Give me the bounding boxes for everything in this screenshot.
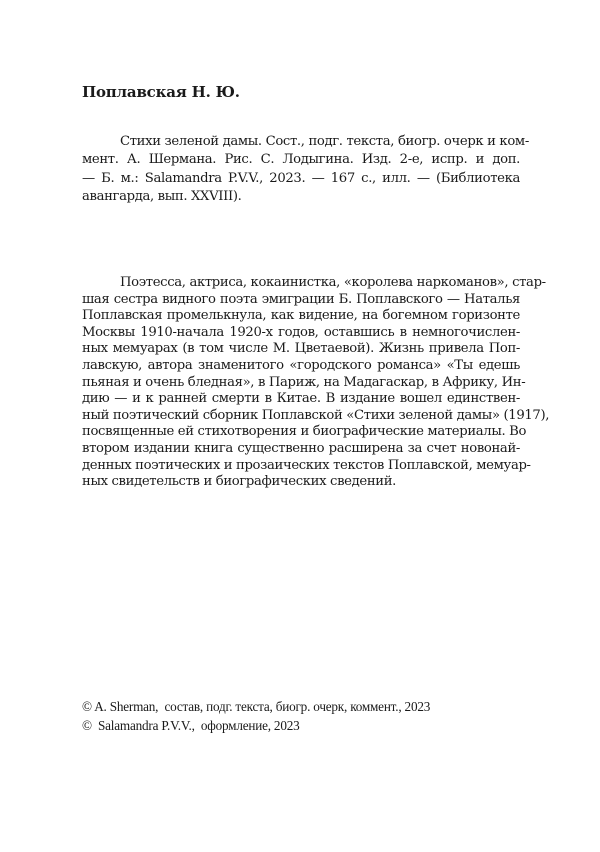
bibliographic-description: [82, 133, 529, 207]
annotation-line: ных мемуарах (в том числе М. Цветаевой). Жизнь привела Поп-: [82, 341, 520, 357]
bib-line: авангарда, вып. XXVIII).: [82, 189, 242, 205]
copyright-notice: [82, 698, 430, 735]
annotation-line: лавскую, автора знаменитого «городского романса» «Ты едешь: [82, 357, 520, 373]
bib-line: — Б. м.: Salamandra P.V.V., 2023. — 167 с., илл. — (Библиотека: [82, 170, 520, 186]
annotation-line: дию — и к ранней смерти в Китае. В издание вошел единствен-: [82, 391, 520, 407]
copyright-line: © A. Sherman, состав, подг. текста, биогр. очерк, коммент., 2023: [82, 699, 431, 714]
copyright-line: © Salamandra P.V.V., оформление, 2023: [82, 717, 300, 733]
annotation-line: денных поэтических и прозаических текстов Поплавской, мемуар-: [82, 457, 531, 473]
annotation-line: ных свидетельств и биографических сведений.: [82, 474, 396, 490]
annotation-line: Поплавская промелькнула, как видение, на богемном горизонте: [82, 308, 520, 324]
annotation-line: Москвы 1910-начала 1920-х годов, оставшись в немногочислен-: [82, 324, 520, 340]
annotation-line: ный поэтический сборник Поплавской «Стихи зеленой дамы» (1917),: [82, 407, 550, 423]
author-heading: Поплавская Н. Ю.: [82, 83, 240, 101]
annotation-line: втором издании книга существенно расширена за счет новонай-: [82, 440, 520, 456]
bib-line: Стихи зеленой дамы. Сост., подг. текста, биогр. очерк и ком-: [120, 134, 529, 149]
bib-line: мент. А. Шермана. Рис. С. Лодыгина. Изд. 2-е, испр. и доп.: [82, 152, 520, 168]
annotation-line: пьяная и очень бледная», в Париж, на Мадагаскар, в Африку, Ин-: [82, 374, 526, 390]
annotation: [82, 275, 550, 491]
annotation-line: шая сестра видного поэта эмиграции Б. Поплавского — Наталья: [82, 291, 520, 307]
annotation-line: посвященные ей стихотворения и биографические материалы. Во: [82, 424, 527, 440]
annotation-line: Поэтесса, актриса, кокаинистка, «королева наркоманов», стар-: [120, 275, 546, 290]
